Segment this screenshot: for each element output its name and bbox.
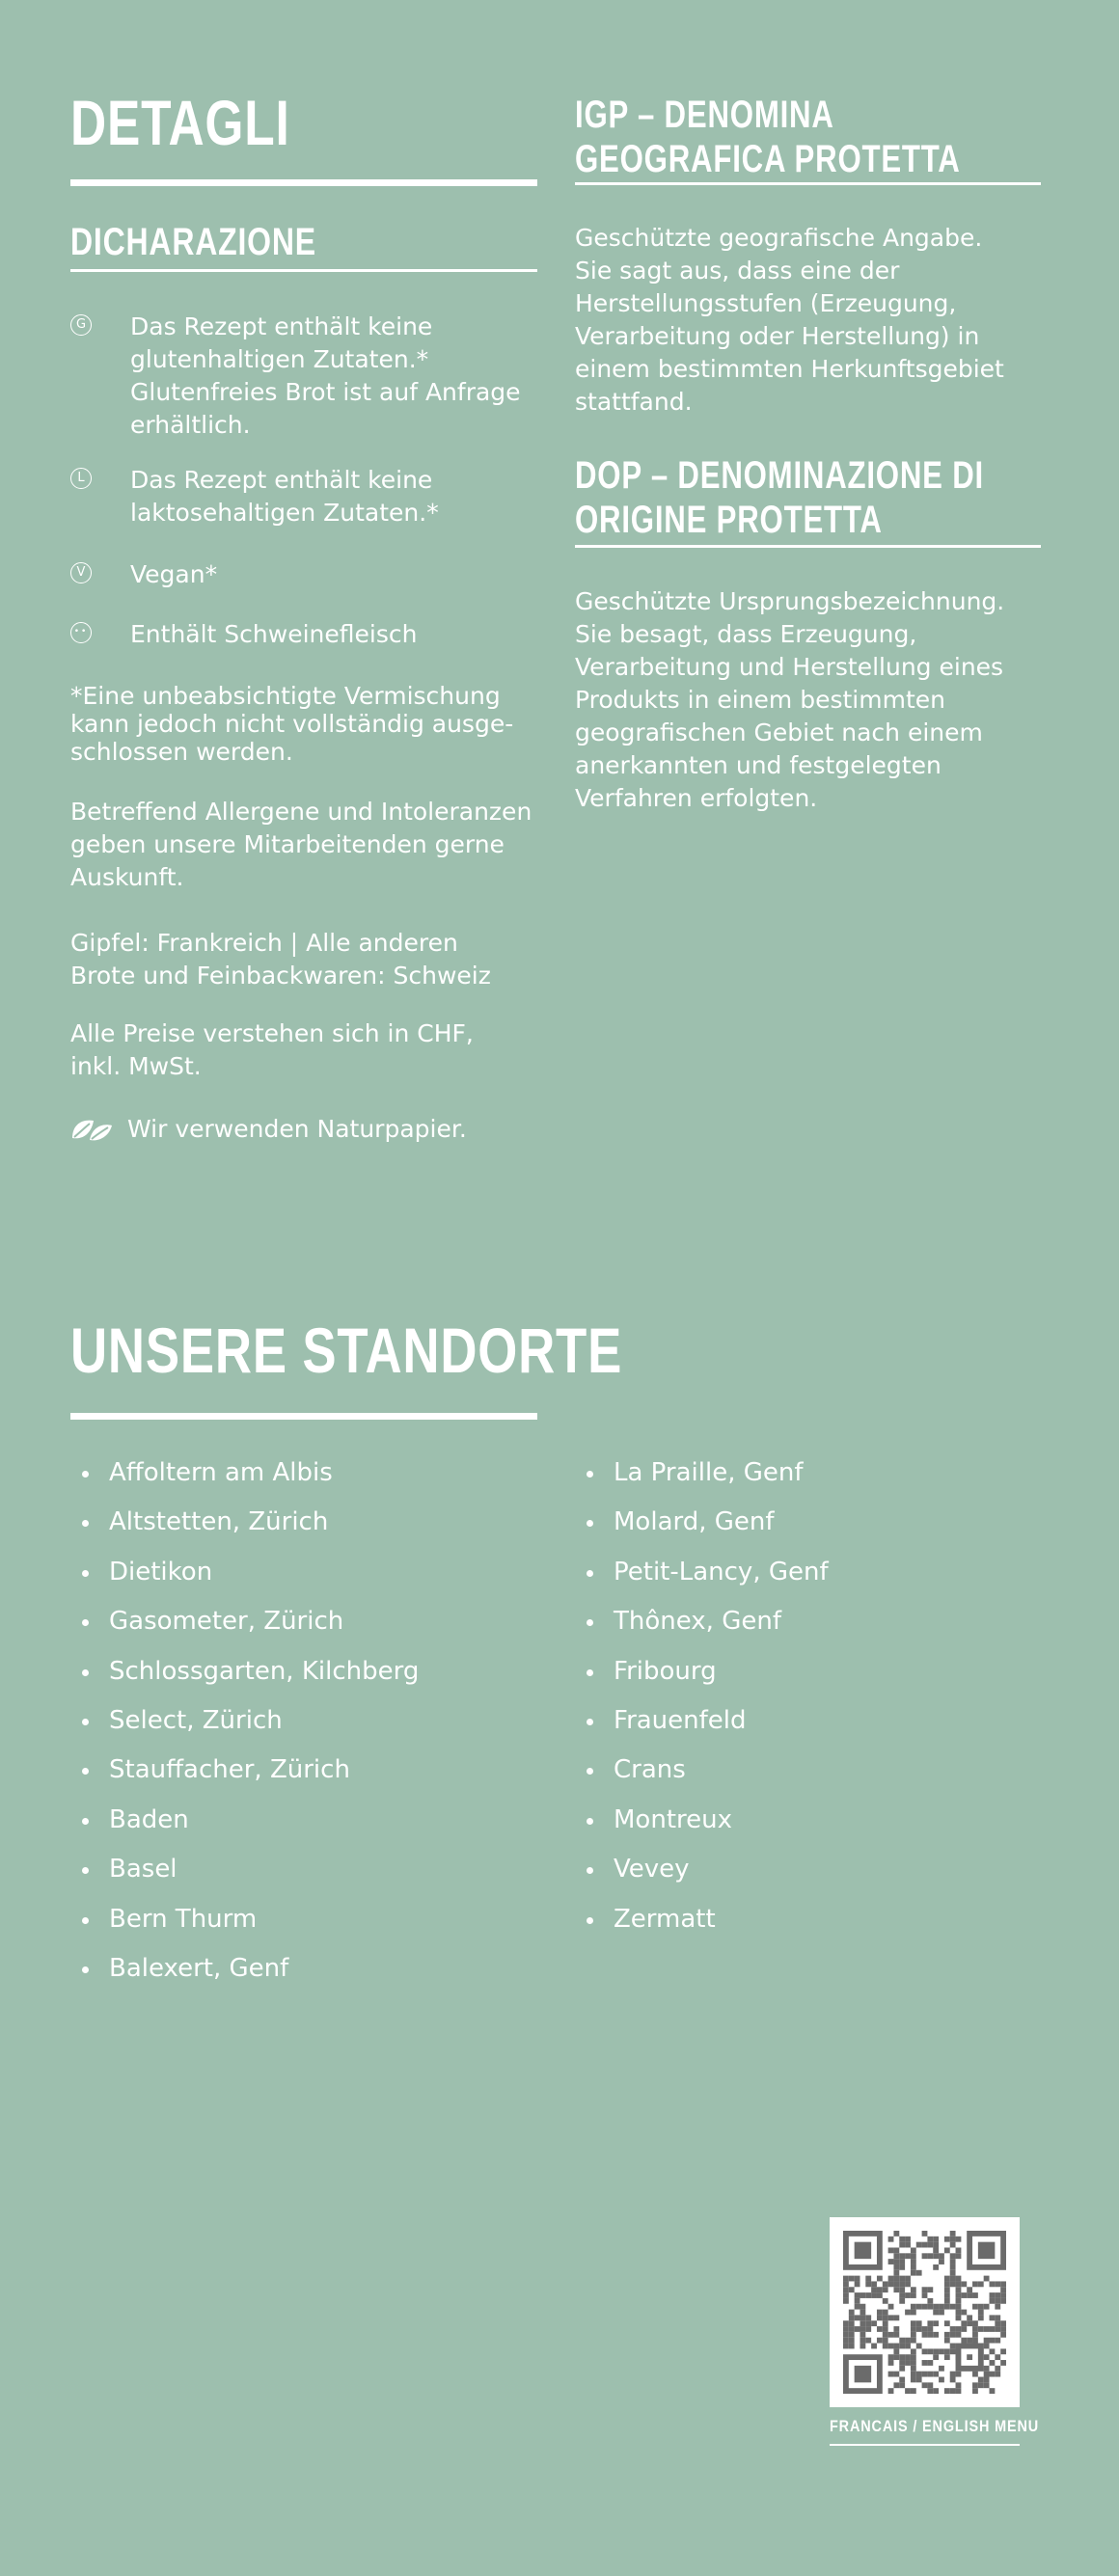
location-name: Zermatt <box>614 1904 716 1934</box>
note-gluten-free-text: Das Rezept enthält keine glutenhaltigen Zutaten.* Glutenfreies Brot ist auf Anfrage erhältlich. <box>130 312 521 439</box>
bullet-icon <box>82 1570 89 1577</box>
bullet-icon <box>587 1768 593 1775</box>
pork-icon: •• <box>70 622 92 643</box>
bullet-icon <box>587 1520 593 1527</box>
paper-text: Wir verwenden Naturpapier. <box>127 1115 467 1143</box>
location-name: Baden <box>109 1804 189 1834</box>
location-item <box>575 1507 829 1557</box>
bullet-icon <box>587 1619 593 1626</box>
locations-title-rule <box>70 1413 537 1420</box>
location-item <box>575 1905 829 1954</box>
location-name: Affoltern am Albis <box>109 1458 333 1487</box>
location-name: Altstetten, Zürich <box>109 1507 329 1537</box>
bullet-icon <box>587 1867 593 1874</box>
igp-title <box>575 93 1102 181</box>
leaves-icon <box>70 1115 113 1148</box>
allergens-text: Betreffend Allergene und Intoleranzen geben unsere Mitarbeitenden gerne Auskunft. <box>70 798 532 891</box>
bullet-icon <box>82 1669 89 1676</box>
location-item <box>575 1657 829 1706</box>
location-name: Schlossgarten, Kilchberg <box>109 1656 420 1686</box>
location-item <box>70 1755 419 1804</box>
location-item <box>575 1607 829 1656</box>
location-item <box>70 1954 419 2003</box>
gluten-free-icon: G <box>70 314 92 336</box>
details-title: DETAGLI <box>70 87 290 158</box>
location-item <box>575 1458 829 1507</box>
bullet-icon <box>82 1619 89 1626</box>
location-item <box>70 1607 419 1656</box>
dop-text: Geschützte Ursprungsbezeichnung. Sie besagt, dass Erzeugung, Verarbeitung und Herstellung eines Produkts in einem bestimmten geografischen Gebiet nach einem anerkannten und festgelegten Verfahren erfolgten. <box>575 587 1005 812</box>
dop-title-line1: DOP – DENOMINAZIONE DI <box>575 454 984 497</box>
location-name: Bern Thurm <box>109 1904 258 1934</box>
note-pork-text: Enthält Schweinefleisch <box>130 620 418 648</box>
locations-list-right <box>575 1458 829 1954</box>
vegan-icon: V <box>70 562 92 583</box>
location-name: Stauffacher, Zürich <box>109 1755 350 1785</box>
disclaimer-text: *Eine unbeabsichtigte Vermischung kann jedoch nicht vollständig ausge-schlossen werden. <box>70 682 514 766</box>
origin-text: Gipfel: Frankreich | Alle anderen Brote und Feinbackwaren: Schweiz <box>70 929 491 990</box>
location-name: Vevey <box>614 1855 690 1885</box>
location-name: Basel <box>109 1855 177 1885</box>
location-name: La Praille, Genf <box>614 1458 804 1487</box>
location-name: Molard, Genf <box>614 1507 775 1537</box>
location-item <box>575 1855 829 1904</box>
location-name: Fribourg <box>614 1656 717 1686</box>
bullet-icon <box>82 1768 89 1775</box>
location-name: Select, Zürich <box>109 1705 283 1735</box>
location-item <box>70 1805 419 1855</box>
bullet-icon <box>82 1471 89 1478</box>
location-item <box>70 1706 419 1755</box>
bullet-icon <box>587 1471 593 1478</box>
location-item <box>575 1706 829 1755</box>
location-name: Petit-Lancy, Genf <box>614 1557 829 1586</box>
locations-list-left <box>70 1458 419 2003</box>
location-item <box>70 1558 419 1607</box>
location-name: Thônex, Genf <box>614 1607 781 1637</box>
location-item <box>70 1657 419 1706</box>
location-item <box>575 1805 829 1855</box>
bullet-icon <box>587 1570 593 1577</box>
igp-title-line1: IGP – DENOMINA <box>575 94 834 136</box>
igp-text: Geschützte geografische Angabe. Sie sagt aus, dass eine der Herstellungsstufen (Erzeugung, Verarbeitung oder Herstellung) in einem bestimmten Herkunftsgebiet stattfand. <box>575 224 1004 416</box>
paper-note <box>70 1113 553 1148</box>
bullet-icon <box>587 1917 593 1924</box>
bullet-icon <box>587 1818 593 1825</box>
prices-text: Alle Preise verstehen sich in CHF, inkl. MwSt. <box>70 1019 474 1080</box>
location-item <box>70 1855 419 1904</box>
bullet-icon <box>82 1867 89 1874</box>
dop-title-line2: ORIGINE PROTETTA <box>575 499 883 541</box>
note-lactose-free-text: Das Rezept enthält keine laktosehaltigen Zutaten.* <box>130 466 439 527</box>
dop-title-rule <box>575 545 1041 548</box>
location-item <box>70 1905 419 1954</box>
location-name: Montreux <box>614 1804 732 1834</box>
location-item <box>575 1558 829 1607</box>
bullet-icon <box>82 1520 89 1527</box>
note-vegan-text: Vegan* <box>130 560 218 588</box>
qr-code-icon <box>843 2231 1006 2394</box>
qr-code[interactable] <box>830 2217 1020 2407</box>
bullet-icon <box>82 1917 89 1924</box>
location-item <box>70 1458 419 1507</box>
location-name: Frauenfeld <box>614 1705 747 1735</box>
details-title-rule <box>70 179 537 186</box>
locations-title: UNSERE STANDORTE <box>70 1315 623 1386</box>
lactose-free-icon: L <box>70 468 92 489</box>
location-name: Dietikon <box>109 1557 213 1586</box>
igp-title-line2: GEOGRAFICA PROTETTA <box>575 138 961 180</box>
declaration-title: DICHARAZIONE <box>70 221 316 263</box>
location-item <box>575 1755 829 1804</box>
qr-caption-rule <box>830 2444 1020 2446</box>
declaration-title-rule <box>70 269 537 272</box>
bullet-icon <box>82 1818 89 1825</box>
igp-title-rule <box>575 182 1041 185</box>
dop-title <box>575 453 1102 542</box>
location-name: Crans <box>614 1755 686 1785</box>
bullet-icon <box>82 1966 89 1973</box>
location-name: Balexert, Genf <box>109 1953 289 1983</box>
location-item <box>70 1507 419 1557</box>
bullet-icon <box>587 1669 593 1676</box>
location-name: Gasometer, Zürich <box>109 1607 344 1637</box>
bullet-icon <box>82 1719 89 1725</box>
qr-caption[interactable]: FRANCAIS / ENGLISH MENU <box>830 2417 1040 2435</box>
bullet-icon <box>587 1719 593 1725</box>
